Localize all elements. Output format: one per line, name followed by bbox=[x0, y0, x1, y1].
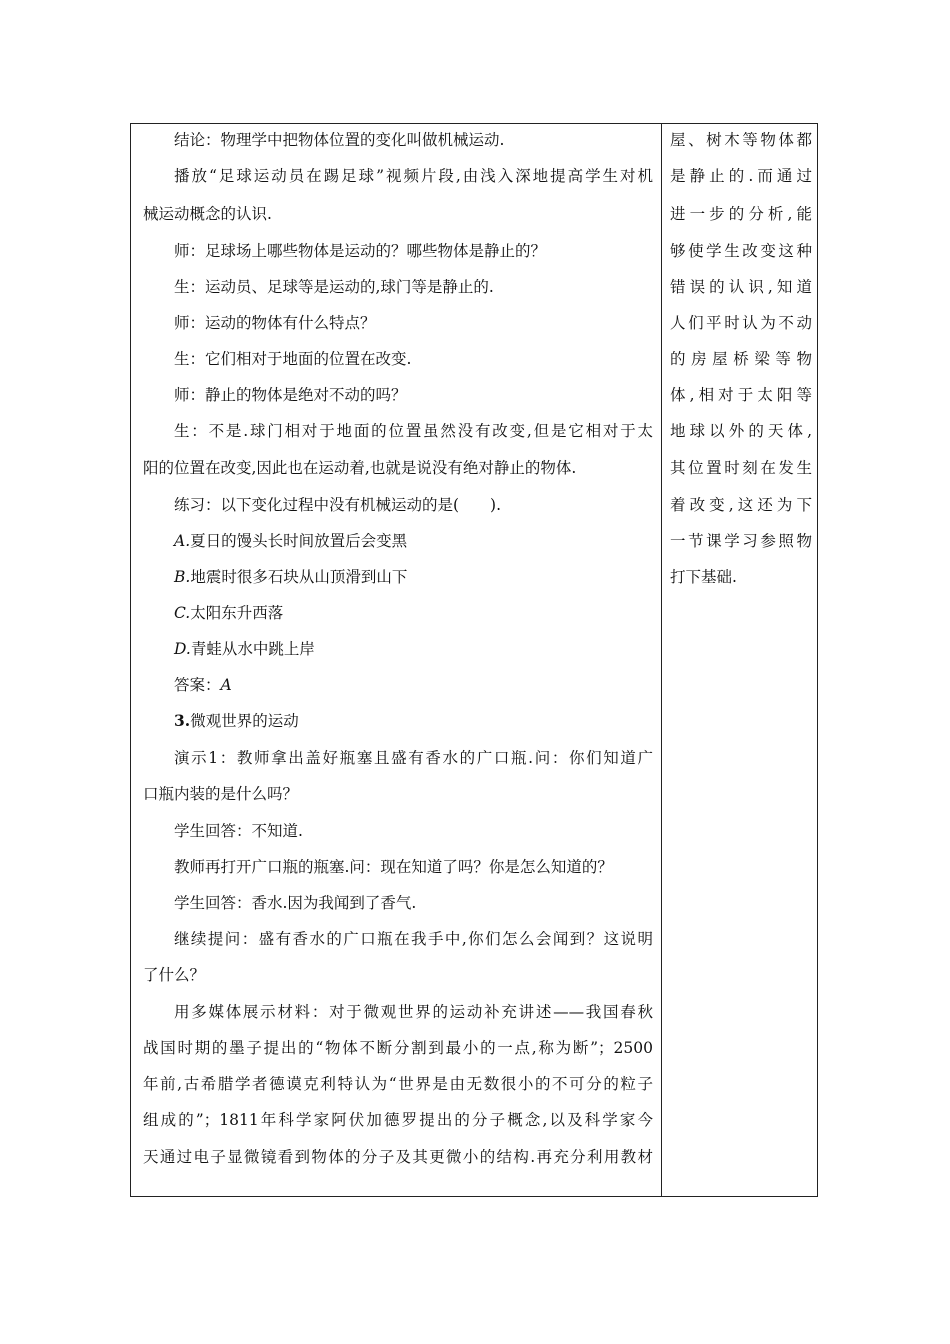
option-c bbox=[174, 603, 283, 623]
note-line: 的房屋桥梁等物 bbox=[670, 350, 812, 368]
text-line: 械运动概念的认识. bbox=[143, 205, 272, 223]
dialog-line: 生：不是.球门相对于地面的位置虽然没有改变,但是它相对于太 bbox=[174, 422, 653, 440]
dialog-line: 师：运动的物体有什么特点？ bbox=[174, 314, 376, 332]
note-line: 其位置时刻在发生 bbox=[670, 459, 812, 477]
note-line: 一节课学习参照物 bbox=[670, 532, 812, 550]
option-letter: C. bbox=[174, 604, 191, 622]
text-line: 年前,古希腊学者德谟克利特认为“世界是由无数很小的不可分的粒子 bbox=[143, 1075, 653, 1093]
dialog-line: 师：足球场上哪些物体是运动的？哪些物体是静止的？ bbox=[174, 242, 547, 260]
exercise-question: 练习：以下变化过程中没有机械运动的是( ). bbox=[174, 496, 502, 514]
answer-label: 答案： bbox=[174, 676, 221, 694]
text-line: 战国时期的墨子提出的“物体不断分割到最小的一点,称为断”；2500 bbox=[143, 1039, 653, 1057]
section-heading bbox=[174, 711, 299, 731]
text-line: 教师再打开广口瓶的瓶塞.问：现在知道了吗？你是怎么知道的？ bbox=[174, 858, 613, 876]
conclusion-line: 结论：物理学中把物体位置的变化叫做机械运动. bbox=[174, 131, 505, 149]
notes-column bbox=[662, 124, 817, 1196]
section-number: 3. bbox=[174, 711, 191, 730]
option-text: 青蛙从水中跳上岸 bbox=[190, 640, 315, 658]
option-letter: A. bbox=[174, 532, 191, 550]
note-line: 屋、树木等物体都 bbox=[670, 131, 812, 149]
note-line: 着改变,这还为下 bbox=[670, 496, 812, 514]
note-line: 地球以外的天体, bbox=[670, 422, 812, 440]
option-text: 地震时很多石块从山顶滑到山下 bbox=[190, 568, 408, 586]
demo-line: 演示1：教师拿出盖好瓶塞且盛有香水的广口瓶.问：你们知道广 bbox=[174, 749, 653, 767]
option-a bbox=[174, 531, 407, 551]
option-text: 夏日的馒头长时间放置后会变黑 bbox=[190, 532, 408, 550]
main-content-column bbox=[131, 124, 661, 1196]
dialog-line: 师：静止的物体是绝对不动的吗？ bbox=[174, 386, 407, 404]
section-title: 微观世界的运动 bbox=[190, 712, 299, 730]
option-text: 太阳东升西落 bbox=[190, 604, 284, 622]
note-line: 是静止的.而通过 bbox=[670, 167, 812, 185]
answer-value: A bbox=[220, 676, 232, 694]
text-line: 学生回答：香水.因为我闻到了香气. bbox=[174, 894, 417, 912]
text-line: 天通过电子显微镜看到物体的分子及其更微小的结构.再充分利用教材 bbox=[143, 1148, 653, 1166]
note-line: 打下基础. bbox=[670, 568, 737, 586]
note-line: 人们平时认为不动 bbox=[670, 314, 812, 332]
option-b bbox=[174, 567, 407, 587]
text-line: 阳的位置在改变,因此也在运动着,也就是说没有绝对静止的物体. bbox=[143, 459, 577, 477]
note-line: 错误的认识,知道 bbox=[670, 278, 812, 296]
text-line: 组成的”；1811年科学家阿伏加德罗提出的分子概念,以及科学家今 bbox=[143, 1111, 653, 1129]
option-letter: B. bbox=[174, 568, 191, 586]
note-line: 进一步的分析,能 bbox=[670, 205, 812, 223]
note-line: 够使学生改变这种 bbox=[670, 242, 812, 260]
text-line: 学生回答：不知道. bbox=[174, 822, 303, 840]
text-line: 播放“足球运动员在踢足球”视频片段,由浅入深地提高学生对机 bbox=[174, 167, 653, 185]
note-line: 体,相对于太阳等 bbox=[670, 386, 812, 404]
dialog-line: 生：它们相对于地面的位置在改变. bbox=[174, 350, 412, 368]
text-line: 了什么？ bbox=[143, 966, 206, 984]
answer-line bbox=[174, 675, 232, 695]
option-letter: D. bbox=[174, 640, 191, 658]
option-d bbox=[174, 639, 315, 659]
lesson-table bbox=[130, 123, 818, 1197]
text-line: 口瓶内装的是什么吗？ bbox=[143, 785, 299, 803]
text-line: 继续提问：盛有香水的广口瓶在我手中,你们怎么会闻到？这说明 bbox=[174, 930, 653, 948]
dialog-line: 生：运动员、足球等是运动的,球门等是静止的. bbox=[174, 278, 494, 296]
text-line: 用多媒体展示材料：对于微观世界的运动补充讲述——我国春秋 bbox=[174, 1003, 653, 1021]
